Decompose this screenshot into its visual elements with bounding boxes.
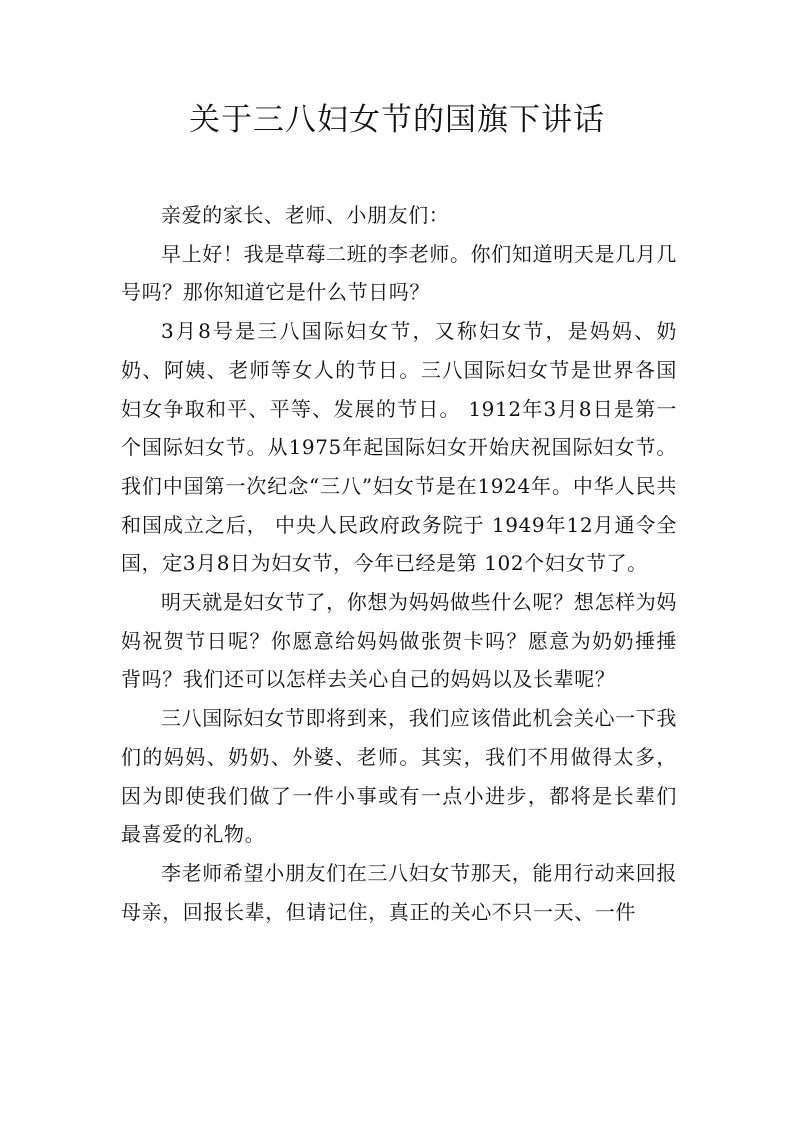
body-paragraph: 李老师希望小朋友们在三八妇女节那天，能用行动来回报母亲，回报长辈，但请记住，真正的关心不只一天、一件 — [121, 860, 677, 924]
body-paragraph: 早上好！我是草莓二班的李老师。你们知道明天是几月几号吗？那你知道它是什么节日吗？ — [121, 241, 677, 305]
document-title: 关于三八妇女节的国旗下讲话 — [189, 102, 605, 138]
body-paragraph: 三八国际妇女节即将到来，我们应该借此机会关心一下我们的妈妈、奶奶、外婆、老师。其实，我们不用做得太多，因为即使我们做了一件小事或有一点小进步，都将是长辈们最喜爱的礼物。 — [121, 706, 677, 847]
greeting-paragraph: 亲爱的家长、老师、小朋友们： — [161, 203, 450, 227]
body-paragraph: 明天就是妇女节了，你想为妈妈做些什么呢？想怎样为妈妈祝贺节日呢？你愿意给妈妈做张贺卡吗？愿意为奶奶捶捶背吗？我们还可以怎样去关心自己的妈妈以及长辈呢？ — [121, 590, 677, 692]
document-body — [121, 196, 677, 931]
body-paragraph: 3月8号是三八国际妇女节，又称妇女节，是妈妈、奶奶、阿姨、老师等女人的节日。三八国际妇女节是世界各国妇女争取和平、平等、发展的节日。 1912年3月8日是第一个国际妇女节。从1975年起国际妇女开始庆祝国际妇女节。我们中国第一次纪念“三八”妇女节是在1924年。中华人民共和国成立之后， 中央人民政府政务院于 1949年12月通令全国，定3月8日为妇女节，今年已经是第 102个妇女节了。 — [121, 319, 677, 576]
